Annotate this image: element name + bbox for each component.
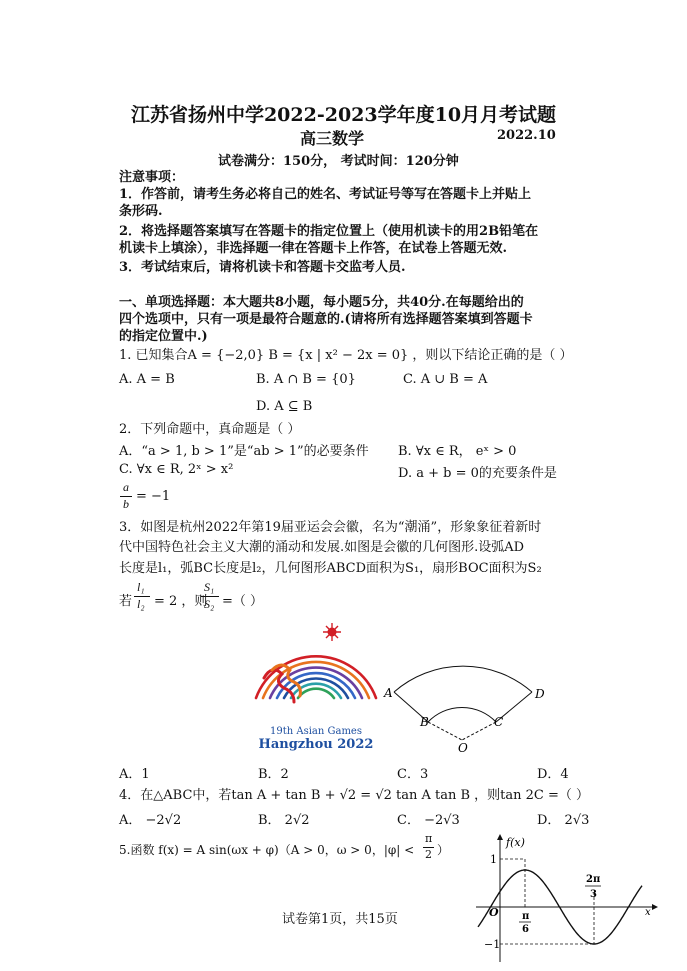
tick-2pi3-num: 2π	[586, 874, 601, 885]
q3-option-c: C．3	[397, 767, 429, 782]
graph-xlabel: x	[645, 907, 651, 918]
q4-option-b: B． 2√2	[258, 813, 310, 828]
q1-option-d: D. A ⊆ B	[256, 399, 313, 414]
q3-option-d: D．4	[537, 767, 569, 782]
logo-caption-1: 19th Asian Games	[270, 726, 362, 737]
section1-line1: 一、单项选择题：本大题共8小题，每小题5分，共40分.在每题给出的	[119, 295, 524, 310]
graph-ylabel: f(x)	[506, 836, 525, 849]
arc-BC	[428, 707, 496, 722]
q4-option-a: A． −2√2	[119, 813, 182, 828]
q2-option-d-tail: = −1	[136, 489, 171, 504]
notice-item-2-cont: 机读卡上填涂），非选择题一律在答题卡上作答，在试卷上答题无效.	[119, 241, 508, 256]
exam-date: 2022.10	[497, 128, 556, 143]
q3-frac-l1: l₁	[137, 580, 145, 594]
graph-origin: O	[489, 906, 499, 919]
q1-stem: 1. 已知集合A = {−2,0} B = {x | x² − 2x = 0} ，则以下结论正确的是（ ）	[119, 348, 573, 363]
exam-title: 江苏省扬州中学2022-2023学年度10月月考试题	[130, 104, 557, 126]
q3-frac-l2: l₂	[137, 597, 145, 611]
section1-line3: 的指定位置中.)	[119, 329, 208, 344]
tick-2pi3-den: 3	[590, 889, 597, 900]
q4-stem: 4．在△ABC中，若tan A + tan B + √2 = √2 tan A tan B ，则tan 2C =（ ）	[119, 788, 590, 803]
q3-line3: 长度是l₁，弧BC长度是l₂，几何图形ABCD面积为S₁，扇形BOC面积为S₂	[119, 561, 542, 576]
notice-item-1: 1．作答前，请考生务必将自己的姓名、考试证号等写在答题卡上并贴上	[119, 187, 532, 202]
q3-line2: 代中国特色社会主义大潮的涌动和发展.如图是会徽的几何图形.设弧AD	[119, 540, 525, 555]
graph-y-bottom: −1	[484, 938, 501, 951]
asian-games-logo	[246, 620, 386, 755]
q2-option-c: C. ∀x ∈ R, 2ˣ > x²	[119, 462, 234, 477]
q5-close: ）	[437, 843, 450, 857]
notice-item-1-cont: 条形码.	[119, 204, 163, 219]
q3-option-b: B．2	[258, 767, 289, 782]
graph-y-top: 1	[490, 853, 497, 866]
q3-tail: =（ ）	[222, 594, 264, 609]
q2-frac-num: a	[123, 480, 129, 494]
q3-frac-s2: S₂	[204, 597, 215, 611]
page-footer: 试卷第1页，共15页	[282, 912, 398, 927]
notice-heading: 注意事项：	[119, 170, 185, 185]
q2-option-a: A．“a > 1, b > 1”是“ab > 1”的必要条件	[119, 444, 369, 459]
tick-pi6-den: 6	[522, 924, 529, 935]
q3-option-a: A．1	[119, 767, 150, 782]
arc-AD	[394, 666, 532, 692]
q2-option-b: B. ∀x ∈ R， eˣ > 0	[398, 444, 517, 459]
q3-eq2: = 2 ，则	[154, 594, 208, 609]
section1-line2: 四个选项中，只有一项是最符合题意的.(请将所有选择题答案填到答题卡	[119, 312, 533, 327]
subject-title: 高三数学	[300, 129, 365, 148]
label-D: D	[535, 687, 545, 701]
notice-item-2: 2．将选择题答案填写在答题卡的指定位置上（使用机读卡的用2B铅笔在	[119, 224, 539, 239]
q2-frac-den: b	[123, 497, 129, 511]
q2-option-d: D. a + b = 0的充要条件是	[398, 466, 557, 481]
notice-item-3: 3．考试结束后，请将机读卡和答题卡交监考人员.	[119, 260, 406, 275]
label-O: O	[458, 741, 468, 755]
q4-option-d: D． 2√3	[537, 813, 590, 828]
sector-diagram	[378, 640, 554, 758]
q5-two: 2	[425, 848, 432, 861]
q4-option-c: C． −2√3	[397, 813, 460, 828]
q3-frac-s1: S₁	[204, 580, 215, 594]
wave-arcs	[256, 656, 376, 698]
tick-pi6-num: π	[522, 911, 530, 922]
q1-option-c: C. A ∪ B = A	[403, 372, 488, 387]
q2-stem: 2．下列命题中，真命题是（ ）	[119, 422, 301, 437]
logo-caption-2: Hangzhou 2022	[258, 737, 374, 752]
q1-option-a: A. A = B	[119, 372, 175, 387]
label-C: C	[494, 715, 504, 729]
label-A: A	[384, 686, 393, 700]
q5-stem: 5.函数 f(x) = A sin(ωx + φ)（A > 0，ω > 0，|φ| <	[119, 843, 415, 857]
q3-line1: 3．如图是杭州2022年第19届亚运会会徽，名为“潮涌”，形象象征着新时	[119, 520, 542, 535]
exam-meta: 试卷满分：150分， 考试时间：120分钟	[218, 154, 459, 169]
label-B: B	[420, 715, 429, 729]
q3-cond-prefix: 若	[119, 594, 133, 609]
sine-graph	[474, 832, 660, 964]
q1-option-b: B. A ∩ B = {0}	[256, 372, 356, 387]
q5-pi: π	[425, 832, 433, 845]
